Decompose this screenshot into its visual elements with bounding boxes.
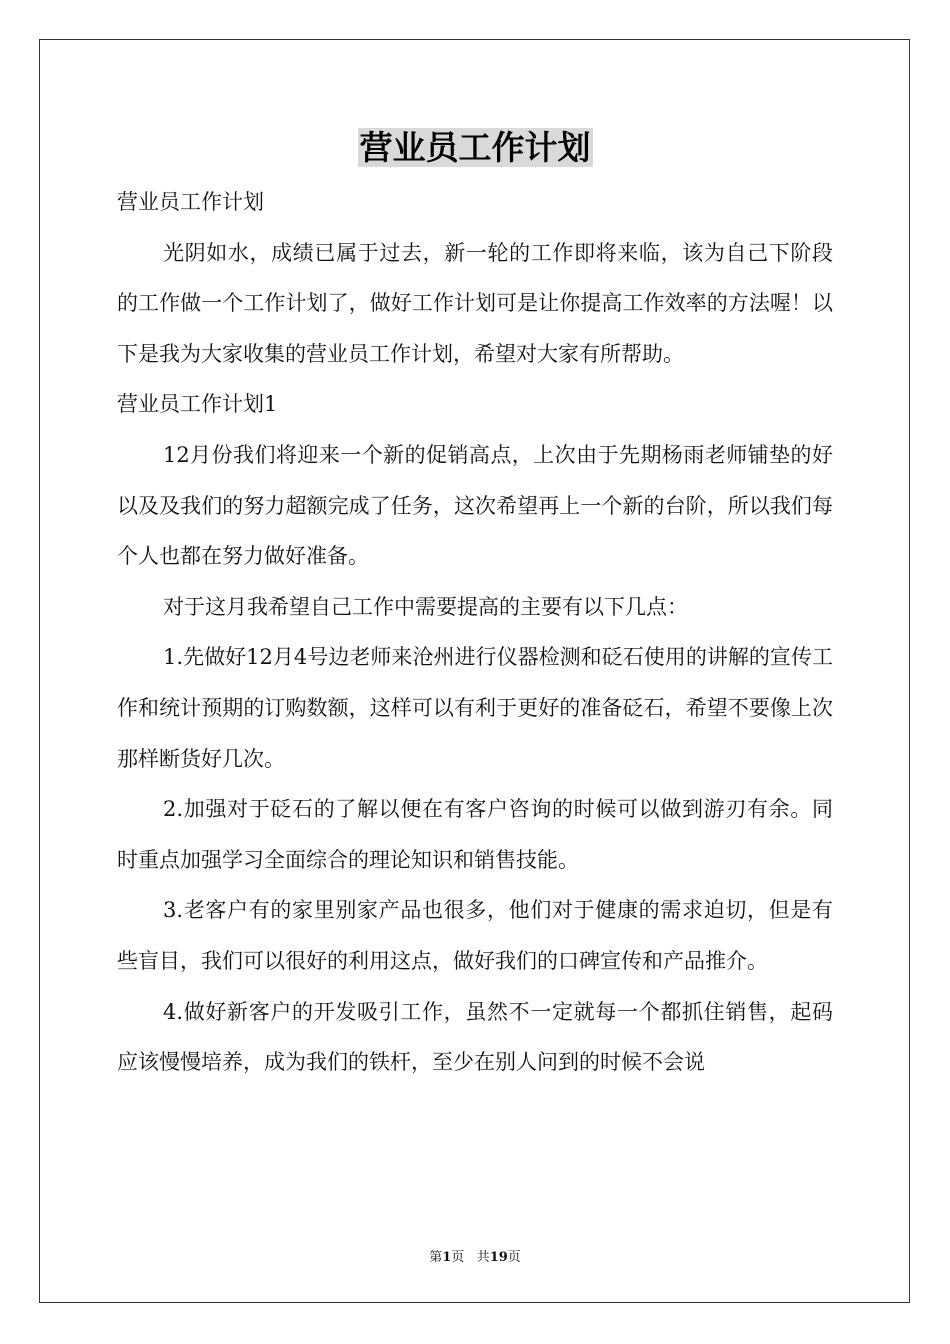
document-body xyxy=(117,177,833,1088)
paragraph: 12月份我们将迎来一个新的促销高点，上次由于先期杨雨老师铺垫的好以及及我们的努力超额完成了任务，这次希望再上一个新的台阶，所以我们每个人也都在努力做好准备。 xyxy=(117,442,833,569)
page-footer xyxy=(0,1246,950,1265)
page-number: 1 xyxy=(442,1250,452,1265)
title-text: 营业员工作计划 xyxy=(359,128,591,167)
paragraph: 营业员工作计划1 xyxy=(117,392,278,417)
paragraph: 对于这月我希望自己工作中需要提高的主要有以下几点： xyxy=(163,594,688,619)
document-title xyxy=(0,126,950,170)
paragraph: 光阴如水，成绩已属于过去，新一轮的工作即将来临，该为自己下阶段的工作做一个工作计划了，做好工作计划可是让你提高工作效率的方法喔！以下是我为大家收集的营业员工作计划，希望对大家有所帮助。 xyxy=(117,240,833,366)
total-pages: 19 xyxy=(489,1250,508,1265)
paragraph: 4.做好新客户的开发吸引工作，虽然不一定就每一个都抓住销售，起码应该慢慢培养，成为我们的铁杆，至少在别人问到的时候不会说 xyxy=(117,999,833,1075)
page-suffix: 页 xyxy=(451,1250,465,1265)
paragraph: 2.加强对于砭石的了解以便在有客户咨询的时候可以做到游刃有余。同时重点加强学习全面综合的理论知识和销售技能。 xyxy=(117,797,833,872)
paragraph: 营业员工作计划 xyxy=(117,190,264,214)
paragraph: 3.老客户有的家里别家产品也很多，他们对于健康的需求迫切，但是有些盲目，我们可以很好的利用这点，做好我们的口碑宣传和产品推介。 xyxy=(117,898,833,973)
paragraph: 1.先做好12月4号边老师来沧州进行仪器检测和砭石使用的讲解的宣传工作和统计预期的订购数额，这样可以有利于更好的准备砭石，希望不要像上次那样断货好几次。 xyxy=(117,645,833,771)
total-prefix: 共 xyxy=(476,1250,490,1265)
page-prefix: 第 xyxy=(429,1250,443,1265)
total-suffix: 页 xyxy=(507,1250,521,1265)
